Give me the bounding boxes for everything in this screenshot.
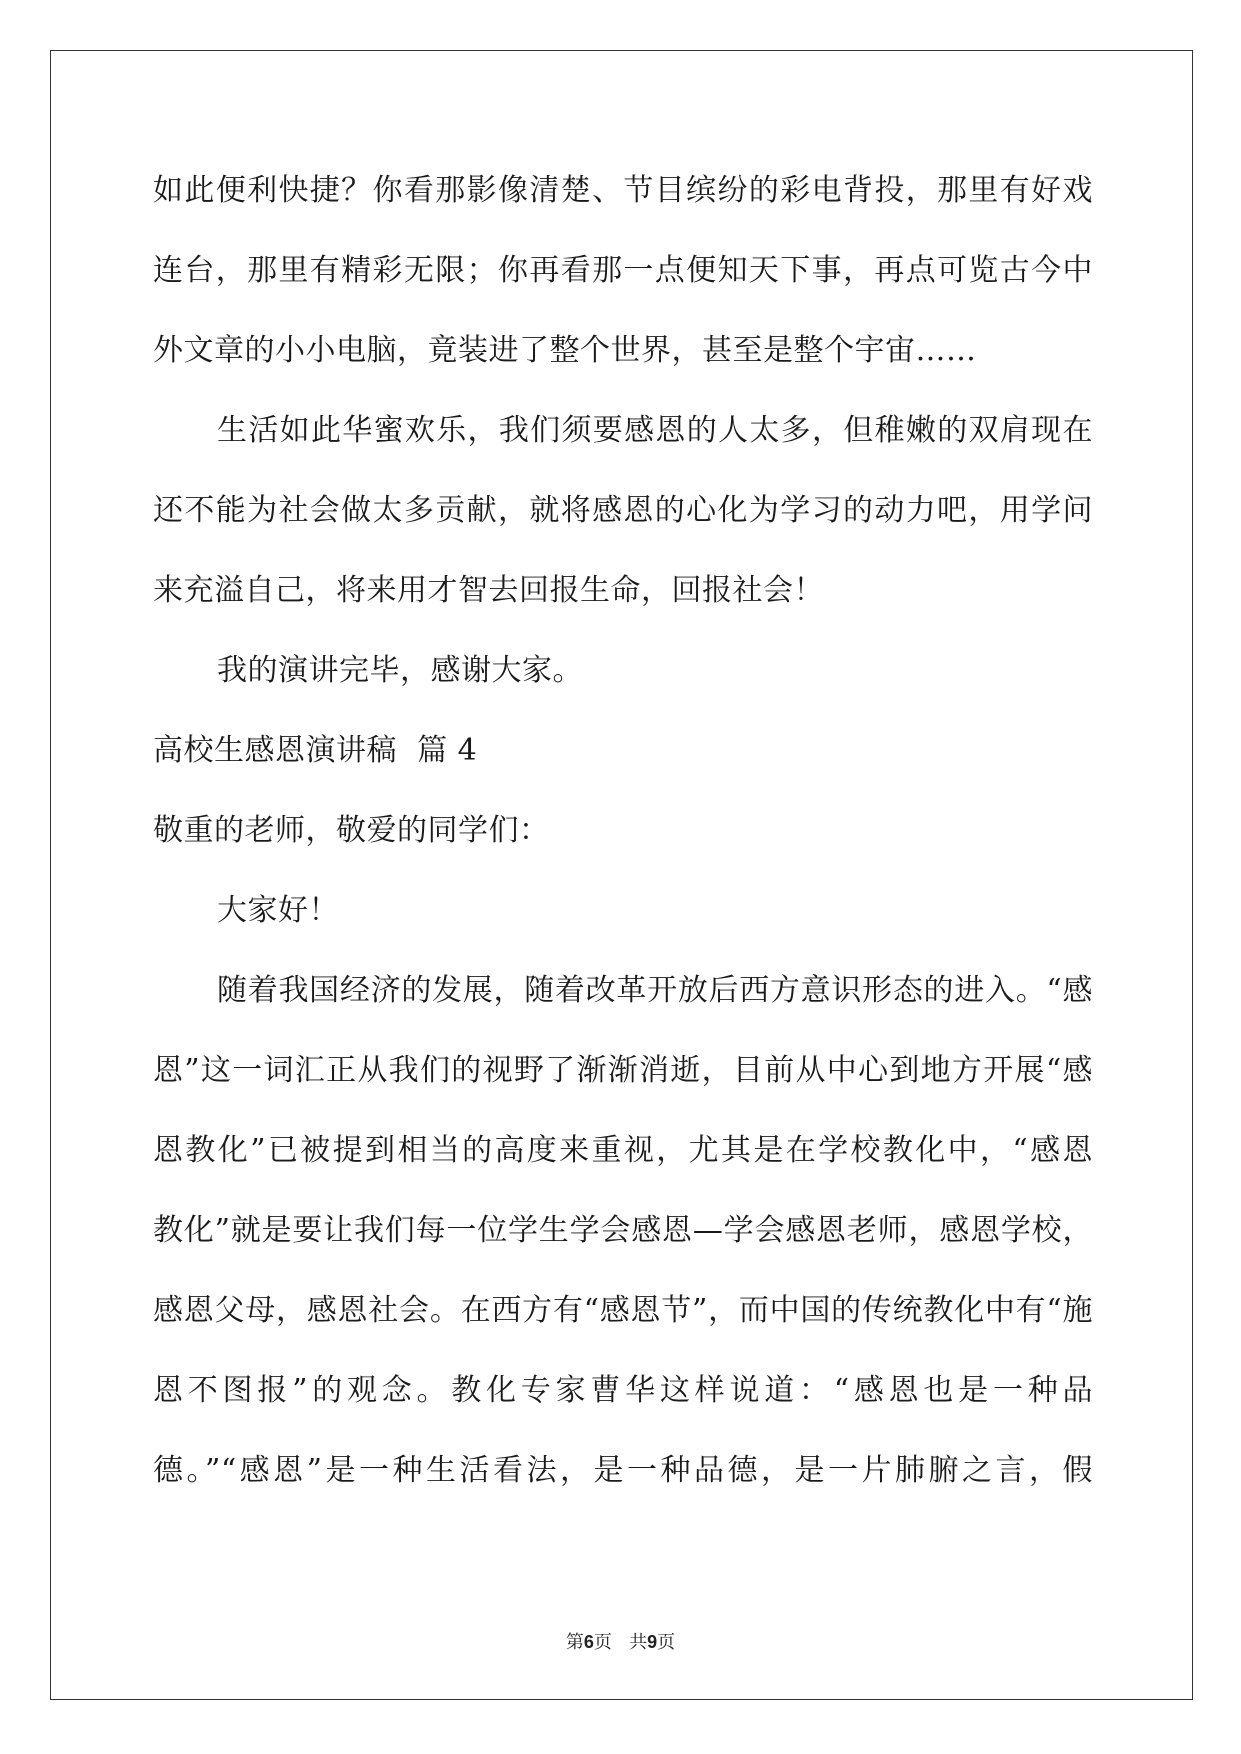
total-pages-number: 9 — [647, 1632, 658, 1652]
current-page-number: 6 — [583, 1632, 594, 1652]
paragraph-line: 德。”“感恩”是一种生活看法，是一种品德，是一片肺腑之言，假 — [153, 1453, 1093, 1488]
document-body — [153, 160, 1093, 1520]
paragraph-line: 随着我国经济的发展，随着改革开放后西方意识形态的进入。“感 — [217, 973, 1093, 1008]
paragraph-line: 恩不图报”的观念。教化专家曹华这样说道：“感恩也是一种品 — [153, 1373, 1093, 1408]
paragraph-line: 感恩父母，感恩社会。在西方有“感恩节”，而中国的传统教化中有“施 — [153, 1293, 1093, 1328]
paragraph-line: 教化”就是要让我们每一位学生学会感恩—学会感恩老师，感恩学校， — [153, 1213, 1093, 1248]
paragraph-line: 外文章的小小电脑，竟装进了整个世界，甚至是整个宇宙…… — [153, 333, 977, 368]
page-suffix: 页 — [657, 1632, 676, 1653]
page-prefix: 第 — [565, 1632, 584, 1653]
greeting: 大家好！ — [217, 893, 339, 928]
salutation: 敬重的老师，敬爱的同学们： — [153, 813, 550, 848]
paragraph-line: 来充溢自己，将来用才智去回报生命，回报社会！ — [153, 573, 824, 608]
paragraph-line: 连台，那里有精彩无限；你再看那一点便知天下事，再点可览古今中 — [153, 253, 1093, 288]
paragraph-line: 生活如此华蜜欢乐，我们须要感恩的人太多，但稚嫩的双肩现在 — [217, 413, 1093, 448]
page-mid: 页 共 — [593, 1632, 648, 1653]
section-heading: 高校生感恩演讲稿 篇 4 — [153, 733, 478, 768]
paragraph-line: 恩教化”已被提到相当的高度来重视，尤其是在学校教化中，“感恩 — [153, 1133, 1093, 1168]
page-footer — [0, 1628, 1241, 1654]
paragraph-line: 恩”这一词汇正从我们的视野了渐渐消逝，目前从中心到地方开展“感 — [153, 1053, 1093, 1088]
paragraph-line: 如此便利快捷？你看那影像清楚、节目缤纷的彩电背投，那里有好戏 — [153, 173, 1093, 208]
paragraph-line: 我的演讲完毕，感谢大家。 — [217, 653, 583, 688]
paragraph-line: 还不能为社会做太多贡献，就将感恩的心化为学习的动力吧，用学问 — [153, 493, 1093, 528]
